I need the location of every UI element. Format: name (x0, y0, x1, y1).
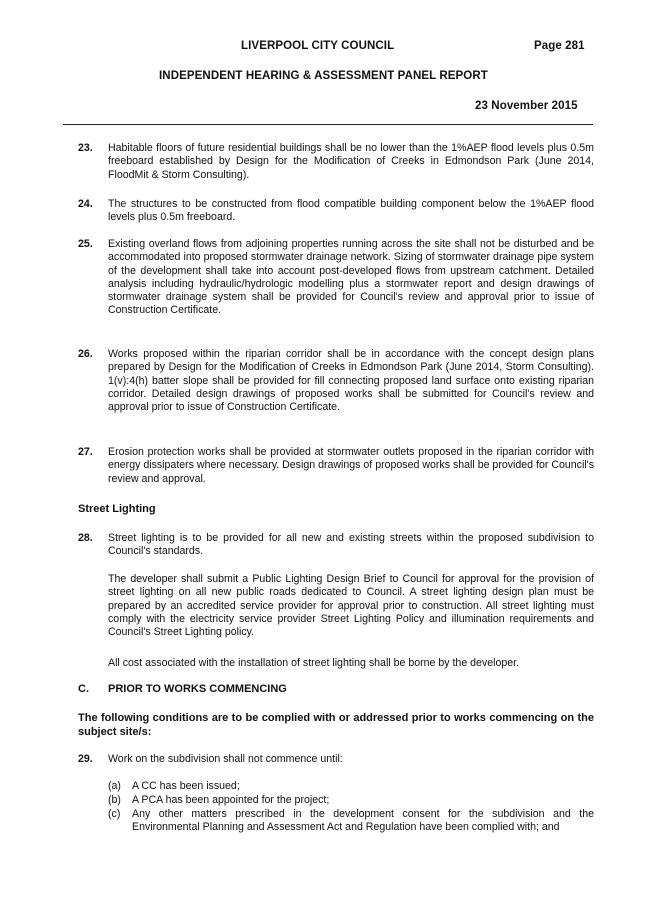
condition-number: 25. (78, 238, 93, 250)
report-date: 23 November 2015 (475, 100, 578, 112)
subitem-b (108, 794, 594, 808)
subitem-a (108, 780, 594, 794)
section-c-intro: The following conditions are to be complied with or addressed prior to works commencing on the subject site/s: (78, 712, 594, 738)
street-lighting-heading: Street Lighting (78, 503, 156, 515)
subitem-text: A CC has been issued; (132, 780, 240, 792)
street-lighting-paragraph-1: The developer shall submit a Public Lighting Design Brief to Council for approval for the provision of street lighting on all new public roads dedicated to Council. A street lighting design plan must be prepared by an accredited service provider for approval prior to construction. All street lighting must comply with the electricity service provider Street Lighting Policy and illumination requirements and Council's Street Lighting policy. (108, 573, 594, 639)
condition-number: 24. (78, 198, 93, 210)
condition-text: The structures to be constructed from flood compatible building component below the 1%AEP flood levels plus 0.5m freeboard. (108, 198, 594, 224)
section-c-title: PRIOR TO WORKS COMMENCING (108, 683, 287, 695)
condition-23 (78, 142, 594, 182)
subitem-c (108, 808, 594, 848)
condition-text: Work on the subdivision shall not commence until: (108, 753, 343, 765)
condition-number: 28. (78, 532, 93, 544)
condition-text: Street lighting is to be provided for all new and existing streets within the proposed subdivision to Council's standards. (108, 532, 594, 558)
street-lighting-paragraph-2: All cost associated with the installation of street lighting shall be borne by the developer. (108, 657, 520, 669)
header-divider (63, 124, 593, 125)
council-name: LIVERPOOL CITY COUNCIL (241, 40, 395, 52)
condition-number: 29. (78, 753, 93, 765)
condition-27 (78, 446, 594, 486)
condition-text: Works proposed within the riparian corridor shall be in accordance with the concept design plans prepared by Design for the Modification of Creeks in Edmondson Park (June 2014, Storm Consulting). 1(v):4(h) batter slope shall be provided for fill connecting proposed land surface onto existing riparian corridor. Detailed design drawings of proposed works shall be submitted for Council's review and approval prior to issue of Construction Certificate. (108, 348, 594, 414)
condition-number: 23. (78, 142, 93, 154)
subitem-label: (b) (108, 794, 121, 806)
subitem-label: (a) (108, 780, 121, 792)
condition-number: 27. (78, 446, 93, 458)
subitem-text: A PCA has been appointed for the project; (132, 794, 330, 806)
condition-29 (78, 753, 594, 767)
section-c-letter: C. (78, 683, 89, 695)
condition-text: Habitable floors of future residential buildings shall be no lower than the 1%AEP flood levels plus 0.5m freeboard established by Design for the Modification of Creeks in Edmondson Park (June 2014, FloodMit & Storm Consulting). (108, 142, 594, 181)
condition-26 (78, 348, 594, 441)
condition-text: Existing overland flows from adjoining properties running across the site shall not be disturbed and be accommodated into proposed stormwater drainage network. Sizing of stormwater drainage pipe system of the development shall take into account post-developed flows from upstream catchment. Detailed analysis including hydraulic/hydrologic modelling plus a stormwater report and design drawings of stormwater drainage system shall be provided for Council's review and approval prior to issue of Construction Certificate. (108, 238, 594, 317)
condition-25 (78, 238, 594, 331)
condition-24 (78, 198, 594, 225)
condition-text: Erosion protection works shall be provided at stormwater outlets proposed in the riparian corridor with energy dissipaters where necessary. Design drawings of proposed works shall be provided for Council's review and approval. (108, 446, 594, 485)
page-number: Page 281 (534, 40, 585, 52)
condition-number: 26. (78, 348, 93, 360)
condition-28 (78, 532, 594, 559)
subitem-text: Any other matters prescribed in the development consent for the subdivision and the Environmental Planning and Assessment Act and Regulation have been complied with; and (132, 808, 594, 834)
subitem-label: (c) (108, 808, 121, 820)
report-title: INDEPENDENT HEARING & ASSESSMENT PANEL REPORT (159, 70, 488, 82)
